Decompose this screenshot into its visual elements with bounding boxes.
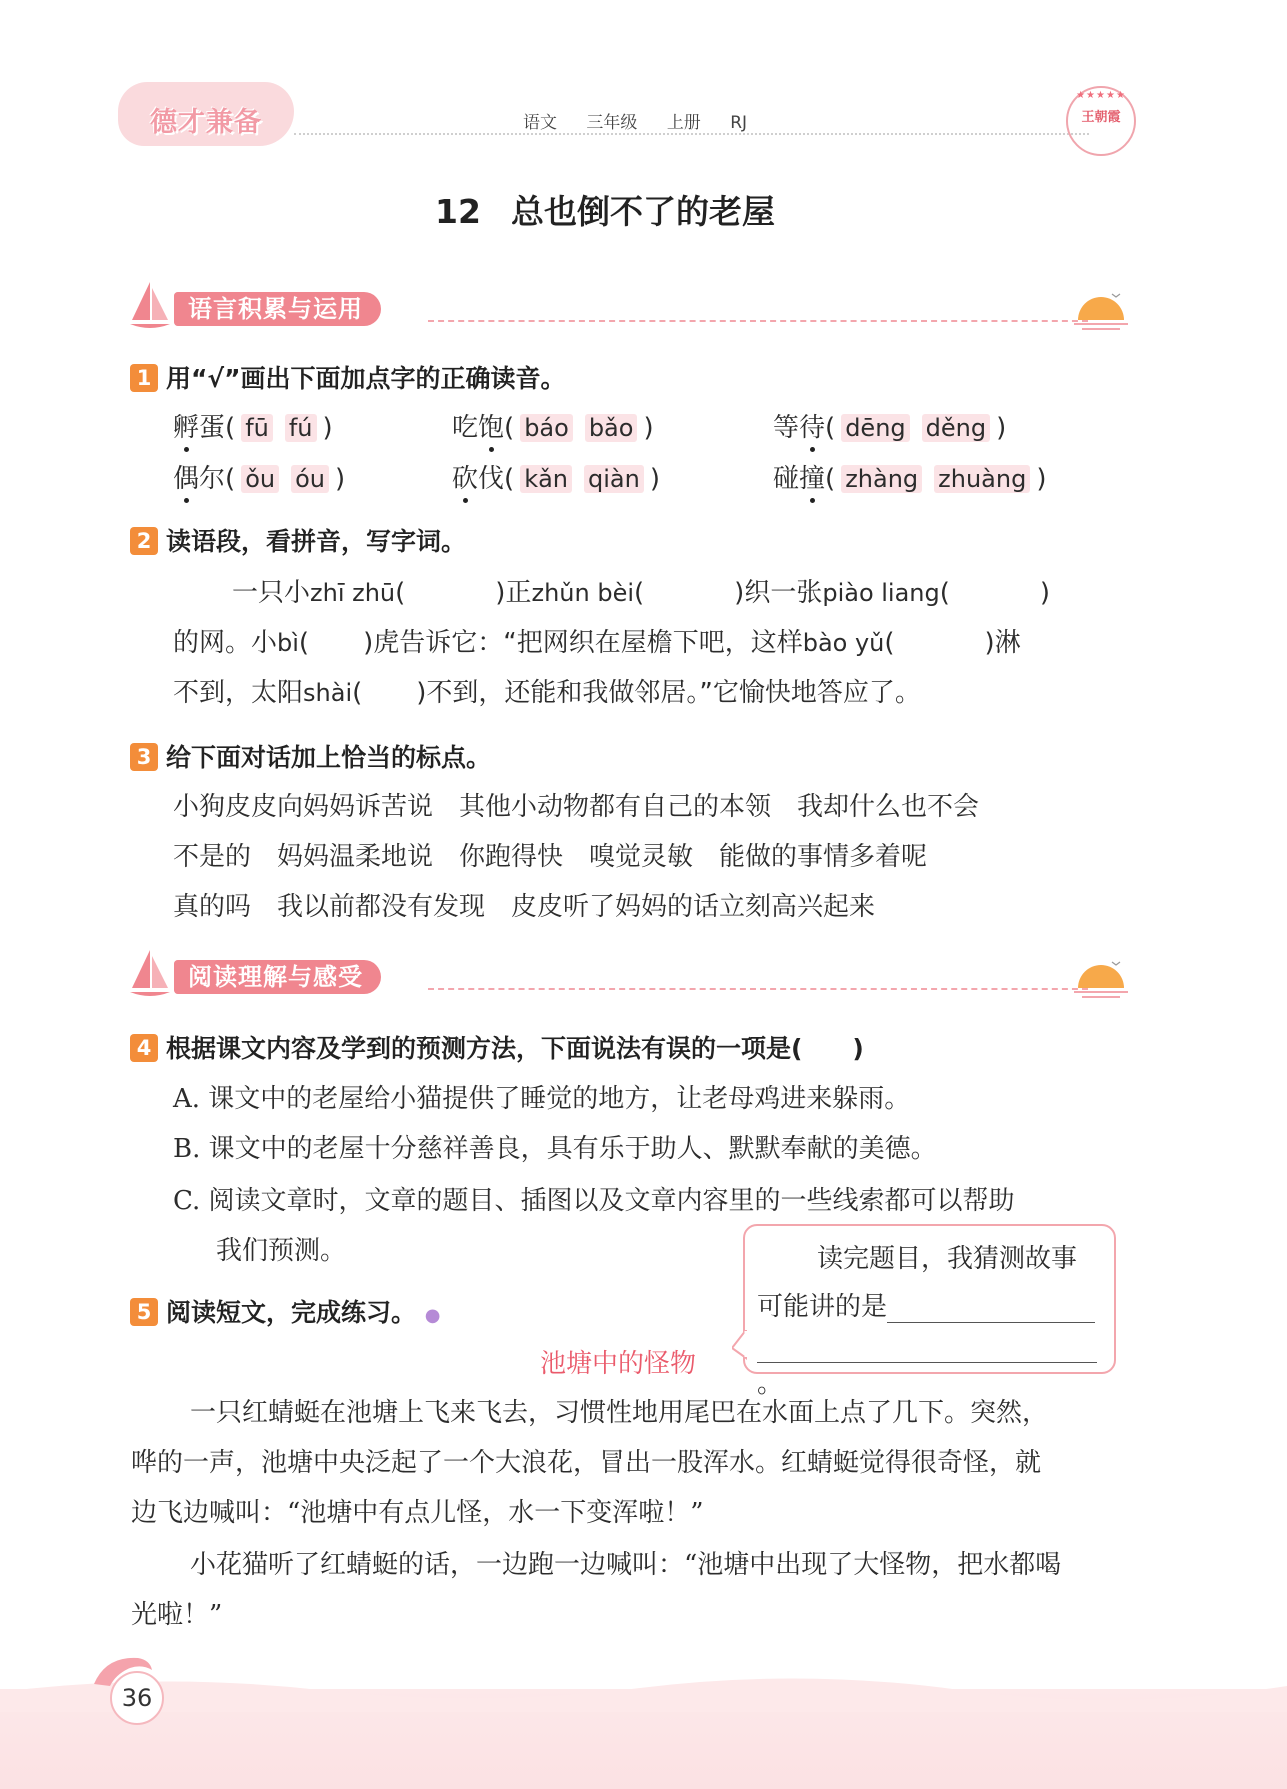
volume-label: 上册 xyxy=(666,113,701,133)
pinyin-option[interactable]: dēng xyxy=(841,414,909,442)
header-info xyxy=(523,108,747,133)
pinyin-option[interactable]: bǎo xyxy=(585,414,638,442)
q4-option-c-cont: 我们预测。 xyxy=(216,1236,347,1266)
bubble-line-2 xyxy=(757,1286,1095,1323)
q4-option-a[interactable]: A. 课文中的老屋给小猫提供了睡觉的地方，让老母鸡进来躲雨。 xyxy=(173,1084,911,1114)
answer-blank[interactable]: ( ) xyxy=(634,578,745,608)
q3-line-1[interactable]: 小狗皮皮向妈妈诉苦说 其他小动物都有自己的本领 我却什么也不会 xyxy=(173,792,980,822)
text: 淋 xyxy=(994,628,1021,658)
text: 一只小 xyxy=(232,578,311,608)
text: 不到，太阳 xyxy=(173,678,304,708)
page-title xyxy=(435,186,775,233)
pinyin-option[interactable]: báo xyxy=(520,414,573,442)
text: 织一张 xyxy=(744,578,823,608)
q1-item-5: 砍伐( kǎn qiàn ) xyxy=(452,464,660,494)
pinyin-option[interactable]: fú xyxy=(285,414,317,442)
text: 正 xyxy=(505,578,532,608)
pinyin-option[interactable]: zhuàng xyxy=(934,465,1030,493)
seal-stars: ★★★★★ xyxy=(1076,90,1126,101)
pinyin: shài xyxy=(303,679,353,707)
lesson-title: 总也倒不了的老屋 xyxy=(510,192,775,231)
story-line-4: 小花猫听了红蜻蜓的话，一边跑一边喊叫：“池塘中出现了大怪物，把水都喝 xyxy=(190,1550,1062,1580)
logo-text: 德才兼备 xyxy=(150,107,262,138)
answer-blank-2[interactable] xyxy=(757,1332,1097,1363)
text: 的网。小 xyxy=(173,628,278,658)
section-banner-1 xyxy=(128,280,1128,338)
section-title-2: 阅读理解与感受 xyxy=(174,960,381,994)
q2-line-1 xyxy=(232,572,1050,609)
q2-line-3 xyxy=(173,672,921,709)
pinyin-option[interactable]: kǎn xyxy=(520,465,572,493)
pinyin-option[interactable]: děng xyxy=(922,414,990,442)
question-3-number: 3 xyxy=(130,743,158,771)
question-4-heading xyxy=(130,1029,864,1065)
text: 。 xyxy=(757,1369,784,1399)
text: 可能讲的是 xyxy=(757,1292,888,1322)
question-1-prompt: 用“√”画出下面加点字的正确读音。 xyxy=(166,364,566,393)
plain-char: 等 xyxy=(773,413,800,443)
bubble-line-1: 读完题目，我猜测故事 xyxy=(817,1244,1078,1274)
answer-blank[interactable]: ( ) xyxy=(298,628,374,658)
q2-line-2 xyxy=(173,622,1021,659)
q4-option-c[interactable]: C. 阅读文章时，文章的题目、插图以及文章内容里的一些线索都可以帮助 xyxy=(173,1186,1015,1216)
dotted-char: 砍 xyxy=(452,464,479,494)
answer-blank-1[interactable] xyxy=(887,1292,1095,1323)
dotted-char: 偶 xyxy=(173,464,200,494)
question-5-prompt: 阅读短文，完成练习。 xyxy=(166,1298,417,1327)
footer-wave xyxy=(0,1672,1287,1712)
question-1-number: 1 xyxy=(130,364,158,392)
lightbulb-icon: ● xyxy=(424,1305,441,1326)
bubble-line-3 xyxy=(757,1332,1114,1400)
pinyin: zhǔn bèi xyxy=(531,579,634,607)
question-5-heading xyxy=(130,1293,440,1329)
q1-item-4: 偶尔( ǒu óu ) xyxy=(173,464,346,494)
story-line-1: 一只红蜻蜓在池塘上飞来飞去，习惯性地用尾巴在水面上点了几下。突然， xyxy=(190,1398,1049,1428)
plain-char: 蛋 xyxy=(199,413,226,443)
plain-char: 伐 xyxy=(478,464,505,494)
q3-line-2[interactable]: 不是的 妈妈温柔地说 你跑得快 嗅觉灵敏 能做的事情多着呢 xyxy=(173,842,928,872)
dotted-char: 撞 xyxy=(799,464,826,494)
question-3-heading xyxy=(130,738,491,774)
edition-label: RJ xyxy=(730,113,748,133)
grade-label: 三年级 xyxy=(586,113,638,133)
story-line-5: 光啦！” xyxy=(131,1600,223,1630)
q1-item-2: 吃饱( báo bǎo ) xyxy=(452,413,654,443)
pinyin-option[interactable]: zhàng xyxy=(841,465,922,493)
question-1-heading xyxy=(130,359,566,395)
sailboat-icon xyxy=(128,948,172,1000)
section-divider-1 xyxy=(428,320,1088,322)
question-3-prompt: 给下面对话加上恰当的标点。 xyxy=(166,743,492,772)
text: 虎告诉它：“把网织在屋檐下吧，这样 xyxy=(373,628,803,658)
pinyin-option[interactable]: ǒu xyxy=(241,465,279,493)
bubble-tail xyxy=(732,1330,748,1360)
dotted-char: 饱 xyxy=(478,413,505,443)
seal-name: 王朝霞 xyxy=(1081,110,1121,125)
header-divider xyxy=(294,133,1089,135)
plain-char: 碰 xyxy=(773,464,800,494)
question-2-prompt: 读语段，看拼音，写字词。 xyxy=(166,527,467,556)
sunset-icon xyxy=(1072,290,1130,332)
pinyin-option[interactable]: qiàn xyxy=(584,465,644,493)
dotted-char: 待 xyxy=(799,413,826,443)
question-2-number: 2 xyxy=(130,527,158,555)
section-banner-2 xyxy=(128,948,1128,1006)
q1-item-6: 碰撞( zhàng zhuàng ) xyxy=(773,464,1047,494)
subject-label: 语文 xyxy=(523,113,557,133)
pinyin-option[interactable]: óu xyxy=(291,465,329,493)
story-title: 池塘中的怪物 xyxy=(540,1349,697,1379)
text: 不到，还能和我做邻居。”它愉快地答应了。 xyxy=(426,678,921,708)
q1-item-1: 孵蛋( fū fú ) xyxy=(173,413,333,443)
question-4-number: 4 xyxy=(130,1034,158,1062)
question-4-prompt[interactable]: 根据课文内容及学到的预测方法，下面说法有误的一项是( ) xyxy=(166,1034,864,1063)
prediction-bubble xyxy=(743,1224,1116,1399)
author-seal xyxy=(1066,86,1136,156)
plain-char: 尔 xyxy=(199,464,226,494)
pinyin-option[interactable]: fū xyxy=(241,414,273,442)
plain-char: 吃 xyxy=(452,413,479,443)
story-line-2: 哗的一声，池塘中央泛起了一个大浪花，冒出一股浑水。红蜻蜓觉得很奇怪，就 xyxy=(131,1448,1042,1478)
q1-item-3: 等待( dēng děng ) xyxy=(773,413,1007,443)
pinyin: zhī zhū xyxy=(310,579,396,607)
lesson-number: 12 xyxy=(435,192,481,231)
question-5-number: 5 xyxy=(130,1298,158,1326)
dotted-char: 孵 xyxy=(173,413,200,443)
story-line-3: 边飞边喊叫：“池塘中有点儿怪，水一下变浑啦！” xyxy=(131,1498,704,1528)
section-divider-2 xyxy=(428,988,1088,990)
page-number: 36 xyxy=(110,1671,164,1725)
answer-blank[interactable]: ( ) xyxy=(395,578,506,608)
sunset-icon xyxy=(1072,958,1130,1000)
pinyin: bì xyxy=(277,629,299,657)
sailboat-icon xyxy=(128,280,172,332)
answer-blank[interactable]: ( ) xyxy=(884,628,995,658)
q4-option-b[interactable]: B. 课文中的老屋十分慈祥善良，具有乐于助人、默默奉献的美德。 xyxy=(173,1134,937,1164)
answer-blank[interactable]: ( ) xyxy=(939,578,1051,608)
section-title-1: 语言积累与运用 xyxy=(174,292,381,326)
pinyin: piào liang xyxy=(822,579,940,607)
q3-line-3[interactable]: 真的吗 我以前都没有发现 皮皮听了妈妈的话立刻高兴起来 xyxy=(173,892,876,922)
question-2-heading xyxy=(130,522,466,558)
pinyin: bào yǔ xyxy=(802,629,885,657)
answer-blank[interactable]: ( ) xyxy=(352,678,427,708)
